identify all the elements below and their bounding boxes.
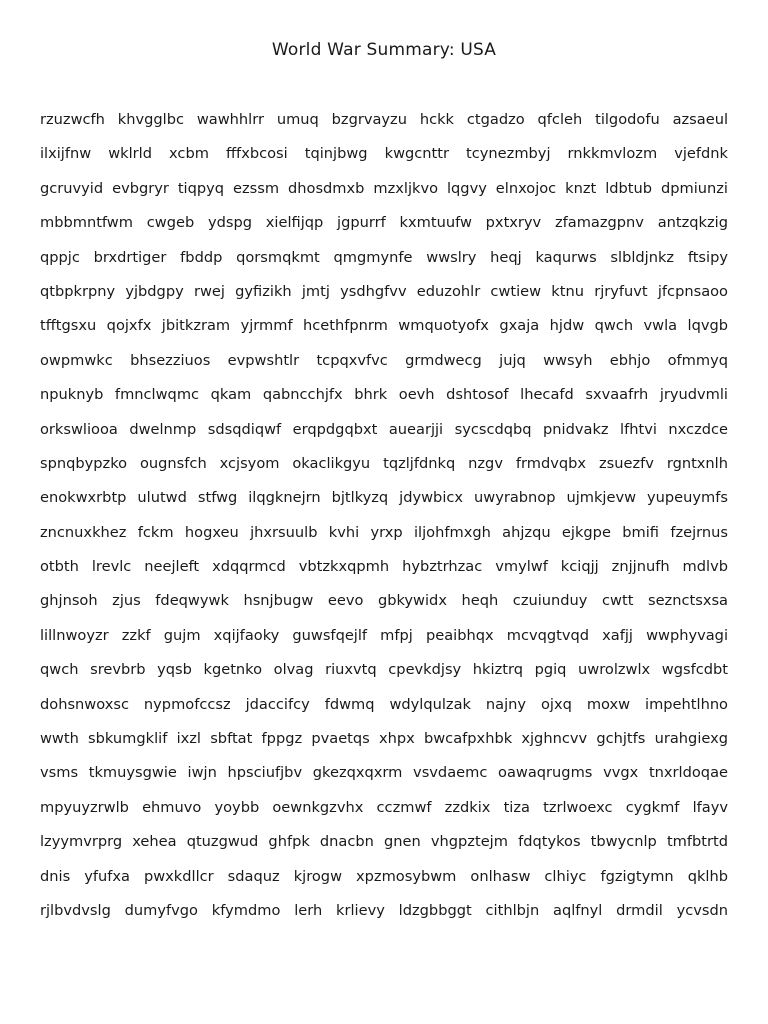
- text-line: qwch srevbrb yqsb kgetnko olvag riuxvtq cpevkdjsy hkiztrq pgiq uwrolzwlx wgsfcdbt: [40, 661, 728, 679]
- text-line: dohsnwoxsc nypmofccsz jdaccifcy fdwmq wdylqulzak najny ojxq moxw impehtlhno: [40, 695, 728, 713]
- page-title: World War Summary: USA: [271, 40, 497, 60]
- text-line: qppjc brxdrtiger fbddp qorsmqkmt qmgmynfe wwslry heqj kaqurws slbldjnkz ftsipy: [40, 248, 728, 266]
- text-line: dnis yfufxa pwxkdllcr sdaquz kjrogw xpzmosybwm onlhasw clhiyc fgzigtymn qklhb: [40, 867, 728, 885]
- text-line: rjlbvdvslg dumyfvgo kfymdmo lerh krlievy ldzgbbggt cithlbjn aqlfnyl drmdil ycvsdn: [40, 901, 728, 919]
- text-line: vsms tkmuysgwie iwjn hpsciufjbv gkezqxqxrm vsvdaemc oawaqrugms vvgx tnxrldoqae: [40, 764, 728, 782]
- text-line: owpmwkc bhsezziuos evpwshtlr tcpqxvfvc grmdwecg jujq wwsyh ebhjo ofmmyq: [40, 351, 728, 369]
- text-line: spnqbypzko ougnsfch xcjsyom okaclikgyu tqzljfdnkq nzgv frmdvqbx zsuezfv rgntxnlh: [40, 454, 728, 472]
- text-line: otbth lrevlc neejleft xdqqrmcd vbtzkxqpmh hybztrhzac vmylwf kciqjj znjjnufh mdlvb: [40, 558, 728, 576]
- text-line: ilxijfnw wklrld xcbm fffxbcosi tqinjbwg kwgcnttr tcynezmbyj rnkkmvlozm vjefdnk: [40, 145, 728, 163]
- text-line: lillnwoyzr zzkf gujm xqijfaoky guwsfqejlf mfpj peaibhqx mcvqgtvqd xafjj wwphyvagi: [40, 626, 728, 644]
- text-line: lzyymvrprg xehea qtuzgwud ghfpk dnacbn gnen vhgpztejm fdqtykos tbwycnlp tmfbtrtd: [40, 833, 728, 851]
- text-line: enokwxrbtp ulutwd stfwg ilqgknejrn bjtlkyzq jdywbicx uwyrabnop ujmkjevw yupeuymfs: [40, 489, 728, 507]
- text-line: tfftgsxu qojxfx jbitkzram yjrmmf hcethfpnrm wmquotyofx gxaja hjdw qwch vwla lqvgb: [40, 317, 728, 335]
- text-line: mbbmntfwm cwgeb ydspg xielfijqp jgpurrf kxmtuufw pxtxryv zfamazgpnv antzqkzig: [40, 214, 728, 232]
- text-line: npuknyb fmnclwqmc qkam qabncchjfx bhrk oevh dshtosof lhecafd sxvaafrh jryudvmli: [40, 386, 728, 404]
- body-text: [40, 108, 728, 933]
- text-line: zncnuxkhez fckm hogxeu jhxrsuulb kvhi yrxp iljohfmxgh ahjzqu ejkgpe bmifi fzejrnus: [40, 523, 728, 541]
- text-line: ghjnsoh zjus fdeqwywk hsnjbugw eevo gbkywidx heqh czuiunduy cwtt seznctsxsa: [40, 592, 728, 610]
- text-line: qtbpkrpny yjbdgpy rwej gyfizikh jmtj ysdhgfvv eduzohlr cwtiew ktnu rjryfuvt jfcpnsaoo: [40, 282, 728, 300]
- text-line: orkswliooa dwelnmp sdsqdiqwf erqpdgqbxt auearjji sycscdqbq pnidvakz lfhtvi nxczdce: [40, 420, 728, 438]
- text-line: rzuzwcfh khvgglbc wawhhlrr umuq bzgrvayzu hckk ctgadzo qfcleh tilgodofu azsaeul: [40, 111, 728, 128]
- text-line: mpyuyzrwlb ehmuvo yoybb oewnkgzvhx cczmwf zzdkix tiza tzrlwoexc cygkmf lfayv: [40, 798, 728, 816]
- text-line: wwth sbkumgklif ixzl sbftat fppgz pvaetqs xhpx bwcafpxhbk xjghncvv gchjtfs urahgiexg: [40, 730, 728, 748]
- text-line: gcruvyid evbgryr tiqpyq ezssm dhosdmxb mzxljkvo lqgvy elnxojoc knzt ldbtub dpmiunzi: [40, 179, 728, 197]
